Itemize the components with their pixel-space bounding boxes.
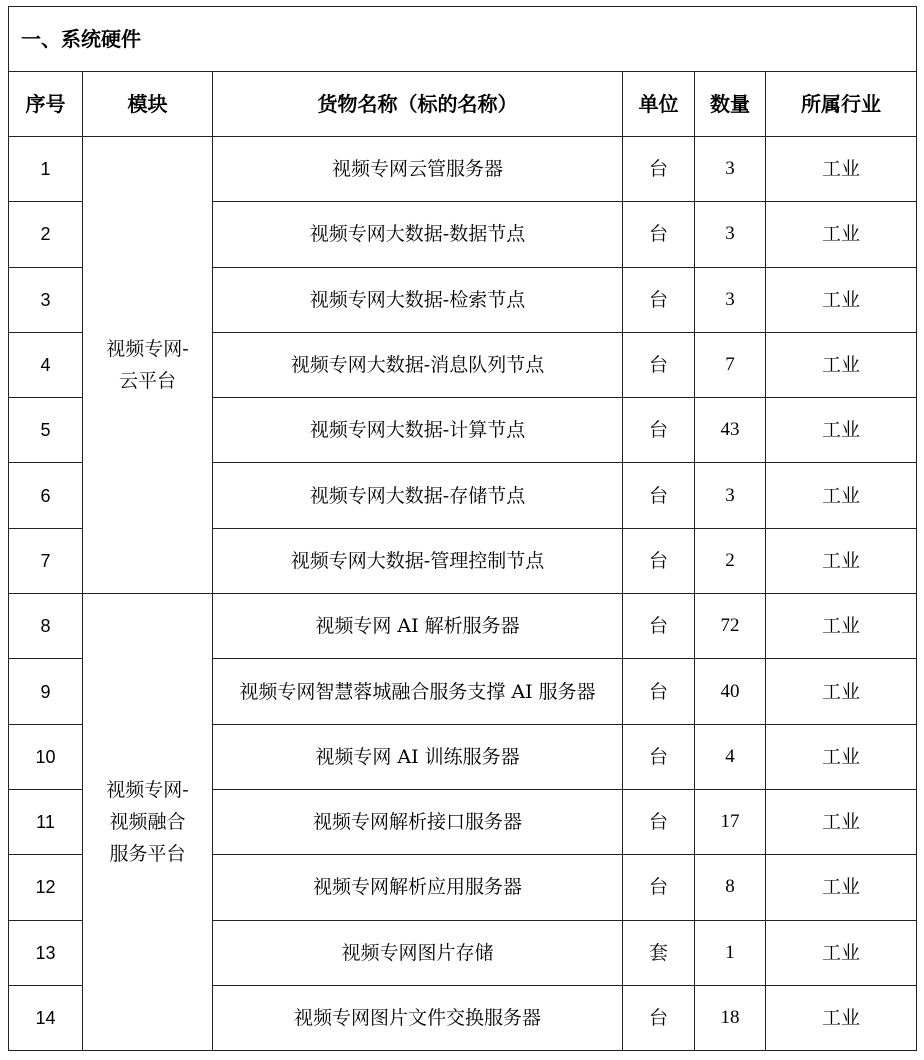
module-line: 云平台: [118, 370, 176, 393]
row-seq: 4: [9, 332, 83, 397]
header-row: [9, 72, 917, 137]
row-qty: 17: [695, 789, 766, 854]
module-line: 视频融合: [109, 811, 186, 834]
row-industry: 工业: [766, 398, 917, 463]
row-industry: 工业: [766, 267, 917, 332]
row-seq: 8: [9, 594, 83, 659]
row-unit: 台: [623, 332, 695, 397]
row-unit: 台: [623, 137, 695, 202]
module-line: 视频专网-: [106, 779, 189, 802]
row-name: 视频专网大数据-管理控制节点: [213, 528, 623, 593]
row-name: 视频专网 AI 解析服务器: [213, 594, 623, 659]
row-qty: 40: [695, 659, 766, 724]
row-unit: 台: [623, 594, 695, 659]
row-qty: 18: [695, 985, 766, 1050]
row-unit: 台: [623, 789, 695, 854]
module-line: 服务平台: [109, 843, 186, 866]
row-unit: 台: [623, 528, 695, 593]
row-qty: 2: [695, 528, 766, 593]
row-name: 视频专网解析接口服务器: [213, 789, 623, 854]
row-seq: 3: [9, 267, 83, 332]
row-seq: 12: [9, 855, 83, 920]
row-industry: 工业: [766, 332, 917, 397]
row-seq: 2: [9, 202, 83, 267]
row-name: 视频专网大数据-检索节点: [213, 267, 623, 332]
row-industry: 工业: [766, 724, 917, 789]
row-industry: 工业: [766, 528, 917, 593]
row-seq: 14: [9, 985, 83, 1050]
header-qty: 数量: [695, 72, 766, 137]
row-unit: 台: [623, 659, 695, 724]
header-industry: 所属行业: [766, 72, 917, 137]
row-qty: 4: [695, 724, 766, 789]
row-unit: 台: [623, 724, 695, 789]
table-row: [9, 594, 917, 659]
row-seq: 10: [9, 724, 83, 789]
row-qty: 72: [695, 594, 766, 659]
row-industry: 工业: [766, 659, 917, 724]
row-unit: 台: [623, 202, 695, 267]
row-unit: 台: [623, 398, 695, 463]
row-name: 视频专网图片文件交换服务器: [213, 985, 623, 1050]
row-industry: 工业: [766, 202, 917, 267]
row-qty: 3: [695, 202, 766, 267]
section-title: 一、系统硬件: [9, 7, 917, 72]
row-name: 视频专网大数据-消息队列节点: [213, 332, 623, 397]
row-seq: 6: [9, 463, 83, 528]
header-module: 模块: [83, 72, 213, 137]
row-qty: 8: [695, 855, 766, 920]
row-name: 视频专网大数据-计算节点: [213, 398, 623, 463]
row-seq: 9: [9, 659, 83, 724]
procurement-table: [8, 6, 917, 1051]
row-industry: 工业: [766, 920, 917, 985]
row-qty: 7: [695, 332, 766, 397]
row-seq: 1: [9, 137, 83, 202]
row-industry: 工业: [766, 789, 917, 854]
header-seq: 序号: [9, 72, 83, 137]
header-unit: 单位: [623, 72, 695, 137]
row-name: 视频专网大数据-数据节点: [213, 202, 623, 267]
row-qty: 43: [695, 398, 766, 463]
row-name: 视频专网解析应用服务器: [213, 855, 623, 920]
row-unit: 台: [623, 855, 695, 920]
row-industry: 工业: [766, 855, 917, 920]
module-line: 视频专网-: [106, 338, 189, 361]
row-unit: 台: [623, 267, 695, 332]
table-row: [9, 137, 917, 202]
module-cloud-platform: [83, 137, 213, 594]
module-video-fusion-platform: [83, 594, 213, 1051]
row-industry: 工业: [766, 985, 917, 1050]
row-industry: 工业: [766, 463, 917, 528]
row-unit: 台: [623, 985, 695, 1050]
row-industry: 工业: [766, 594, 917, 659]
section-title-row: [9, 7, 917, 72]
row-unit: 台: [623, 463, 695, 528]
row-seq: 5: [9, 398, 83, 463]
row-name: 视频专网云管服务器: [213, 137, 623, 202]
row-name: 视频专网 AI 训练服务器: [213, 724, 623, 789]
row-qty: 1: [695, 920, 766, 985]
row-name: 视频专网智慧蓉城融合服务支撑 AI 服务器: [213, 659, 623, 724]
row-name: 视频专网图片存储: [213, 920, 623, 985]
row-seq: 11: [9, 789, 83, 854]
header-name: 货物名称（标的名称）: [213, 72, 623, 137]
row-industry: 工业: [766, 137, 917, 202]
row-seq: 13: [9, 920, 83, 985]
row-unit: 套: [623, 920, 695, 985]
row-qty: 3: [695, 267, 766, 332]
row-name: 视频专网大数据-存储节点: [213, 463, 623, 528]
row-seq: 7: [9, 528, 83, 593]
row-qty: 3: [695, 463, 766, 528]
row-qty: 3: [695, 137, 766, 202]
